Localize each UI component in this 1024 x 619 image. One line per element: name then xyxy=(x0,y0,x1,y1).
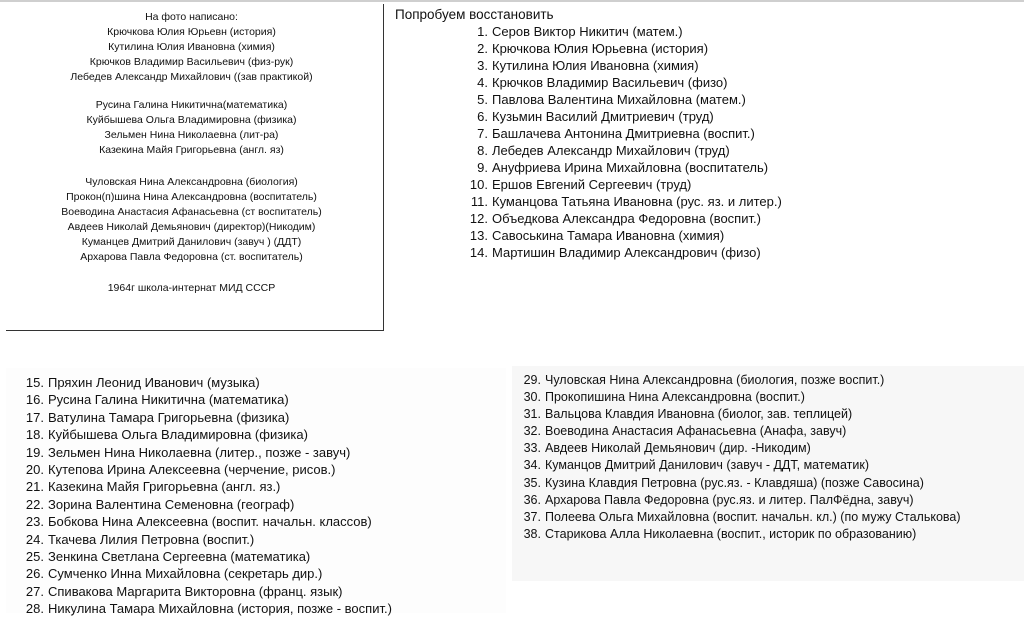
list-item xyxy=(12,478,392,495)
caption-line: Лебедев Александр Михайлович ((зав практикой) xyxy=(70,71,313,83)
list-item-number: 19. xyxy=(25,444,44,460)
list-item-number: 10. xyxy=(469,177,488,192)
list-item-text: Спивакова Маргарита Викторовна (франц. язык) xyxy=(48,583,343,599)
list-item-number: 9. xyxy=(477,160,488,175)
list-item-number: 3. xyxy=(477,58,488,73)
list-item xyxy=(505,457,961,474)
list-item xyxy=(12,600,392,617)
list-item-number: 33. xyxy=(523,441,541,456)
list-item-number: 32. xyxy=(523,424,541,439)
list-item-number: 11. xyxy=(470,194,488,209)
list-item-number: 30. xyxy=(523,390,541,405)
list-item-text: Чуловская Нина Александровна (биология, позже воспит.) xyxy=(545,373,885,387)
photo-caption-group-3 xyxy=(0,175,383,265)
list-item-text: Кузина Клавдия Петровна (рус.яз. - Клавдяша) (позже Савосина) xyxy=(545,475,924,490)
list-item xyxy=(460,40,782,57)
caption-line: Прокон(п)шина Нина Александровна (воспитатель) xyxy=(66,191,317,203)
list-item-number: 14. xyxy=(469,245,488,260)
list-item-number: 18. xyxy=(25,427,44,443)
list-item xyxy=(460,176,782,193)
list-item-text: Зенкина Светлана Сергеевна (математика) xyxy=(48,549,311,565)
list-item-text: Полеева Ольга Михайловна (воспит. начальн. кл.) (по мужу Сталькова) xyxy=(545,509,961,524)
list-item-text: Ткачева Лилия Петровна (воспит.) xyxy=(48,531,255,547)
list-item-number: 36. xyxy=(523,492,541,507)
photo-caption-group-2 xyxy=(0,98,383,158)
list-item xyxy=(12,391,392,408)
list-item xyxy=(460,244,782,261)
list-item-number: 26. xyxy=(25,566,44,582)
list-item xyxy=(505,440,961,457)
list-item xyxy=(505,372,961,389)
list-item-text: Авдеев Николай Демьянович (дир. -Никодим) xyxy=(545,441,811,456)
list-item-number: 2. xyxy=(477,41,488,56)
list-item xyxy=(460,227,782,244)
list-item-number: 27. xyxy=(25,583,44,599)
list-item-number: 12. xyxy=(469,211,488,226)
list-item-text: Павлова Валентина Михайловна (матем.) xyxy=(492,92,746,107)
list-item-number: 13. xyxy=(469,228,488,243)
caption-line: На фото написано: xyxy=(145,11,238,23)
list-item-text: Куманцова Татьяна Ивановна (рус. яз. и литер.) xyxy=(492,194,782,209)
caption-line: Казекина Майя Григорьевна (англ. яз) xyxy=(99,144,284,156)
list-item xyxy=(460,159,782,176)
list-item xyxy=(460,142,782,159)
caption-line: Зельмен Нина Николаевна (лит-ра) xyxy=(104,129,279,141)
list-item-number: 38. xyxy=(523,526,541,541)
list-item xyxy=(460,74,782,91)
caption-line: Авдеев Николай Демьянович (директор)(Никодим) xyxy=(67,221,316,233)
list-item-text: Казекина Майя Григорьевна (англ. яз.) xyxy=(48,479,281,495)
list-item xyxy=(12,374,392,391)
list-item-text: Вальцова Клавдия Ивановна (биолог, зав. теплицей) xyxy=(545,407,853,422)
list-item-text: Кутепова Ирина Алексеевна (черчение, рисов.) xyxy=(48,462,336,478)
list-item-text: Прокопишина Нина Александровна (воспит.) xyxy=(545,390,805,405)
list-item xyxy=(12,583,392,600)
list-item xyxy=(460,108,782,125)
caption-line: Куйбышева Ольга Владимировна (физика) xyxy=(86,114,297,126)
restore-list-right xyxy=(505,372,961,543)
list-item xyxy=(12,426,392,443)
list-item-text: Крючков Владимир Васильевич (физо) xyxy=(492,75,728,90)
list-item-number: 7. xyxy=(477,126,488,141)
list-item-text: Зорина Валентина Семеновна (географ) xyxy=(48,496,295,512)
list-item xyxy=(12,444,392,461)
list-item xyxy=(460,91,782,108)
list-item-text: Ватулина Тамара Григорьевна (физика) xyxy=(48,409,290,425)
list-item-number: 25. xyxy=(25,549,44,565)
list-item-text: Крючкова Юлия Юрьевна (история) xyxy=(492,41,709,56)
list-item xyxy=(505,509,961,526)
list-item-number: 17. xyxy=(25,409,44,425)
list-item-text: Бобкова Нина Алексеевна (воспит. начальн. классов) xyxy=(48,514,372,530)
list-item xyxy=(460,193,782,210)
list-item-number: 4. xyxy=(477,75,488,90)
list-item-text: Серов Виктор Никитич (матем.) xyxy=(492,24,683,39)
photo-caption-footer: 1964г школа-интернат МИД СССР xyxy=(107,282,276,294)
list-item-number: 20. xyxy=(25,462,44,478)
list-item xyxy=(12,531,392,548)
list-item xyxy=(505,526,961,543)
list-item-number: 1. xyxy=(477,24,488,39)
caption-line: Куманцев Дмитрий Данилович (завуч ) (ДДТ) xyxy=(81,236,302,248)
list-item-text: Архарова Павла Федоровна (рус.яз. и литер. ПалФёдна, завуч) xyxy=(545,492,914,507)
list-item-text: Воеводина Анастасия Афанасьевна (Анафа, завуч) xyxy=(545,424,847,439)
top-border-line xyxy=(0,0,1024,2)
list-item xyxy=(12,409,392,426)
caption-line: Русина Галина Никитична(математика) xyxy=(95,99,288,111)
list-item-text: Башлачева Антонина Дмитриевна (воспит.) xyxy=(492,126,755,141)
list-item-number: 24. xyxy=(25,531,44,547)
list-item xyxy=(460,23,782,40)
list-item-number: 6. xyxy=(477,109,488,124)
list-item-text: Никулина Тамара Михайловна (история, позже - воспит.) xyxy=(48,601,392,617)
caption-line: Чуловская Нина Александровна (биология) xyxy=(85,176,298,188)
list-item-number: 5. xyxy=(477,92,488,107)
list-item-text: Куманцов Дмитрий Данилович (завуч - ДДТ, математик) xyxy=(545,458,870,473)
list-item-number: 34. xyxy=(523,458,541,473)
list-item-number: 35. xyxy=(523,475,541,490)
photo-caption-group-1 xyxy=(0,10,383,85)
list-item xyxy=(460,210,782,227)
list-item-number: 31. xyxy=(523,407,541,422)
list-item xyxy=(505,423,961,440)
list-item-text: Русина Галина Никитична (математика) xyxy=(48,392,289,408)
list-item-text: Объедкова Александра Федоровна (воспит.) xyxy=(492,211,761,226)
list-item xyxy=(505,475,961,492)
list-item xyxy=(12,461,392,478)
list-item xyxy=(12,548,392,565)
caption-line: Кутилина Юлия Ивановна (химия) xyxy=(108,41,275,53)
list-item xyxy=(460,125,782,142)
caption-line: Крючкова Юлия Юрьевн (история) xyxy=(107,26,276,38)
list-item-text: Ершов Евгений Сергеевич (труд) xyxy=(492,177,692,192)
list-item-text: Зельмен Нина Николаевна (литер., позже - завуч) xyxy=(48,444,351,460)
list-item-text: Лебедев Александр Михайлович (труд) xyxy=(492,143,730,158)
caption-line: Архарова Павла Федоровна (ст. воспитатель) xyxy=(80,251,303,263)
restore-list-top xyxy=(460,23,782,261)
list-item-text: Сумченко Инна Михайловна (секретарь дир.) xyxy=(48,566,323,582)
restore-list-left xyxy=(12,374,392,618)
list-item xyxy=(12,513,392,530)
list-item-text: Пряхин Леонид Иванович (музыка) xyxy=(48,375,260,390)
list-item-text: Савоськина Тамара Ивановна (химия) xyxy=(492,228,725,243)
list-item xyxy=(12,496,392,513)
list-item-number: 16. xyxy=(25,392,44,408)
list-item-text: Кузьмин Василий Дмитриевич (труд) xyxy=(492,109,714,124)
list-item xyxy=(505,492,961,509)
list-item-number: 15. xyxy=(25,375,44,390)
list-item-text: Куйбышева Ольга Владимировна (физика) xyxy=(48,427,308,443)
list-item-number: 8. xyxy=(477,143,488,158)
list-item-number: 37. xyxy=(523,509,541,524)
list-item-text: Старикова Алла Николаевна (воспит., историк по образованию) xyxy=(545,526,917,541)
list-item xyxy=(12,565,392,582)
caption-line: Крючков Владимир Васильевич (физ-рук) xyxy=(89,56,294,68)
list-item xyxy=(460,57,782,74)
list-item-number: 28. xyxy=(25,601,44,617)
list-item-text: Кутилина Юлия Ивановна (химия) xyxy=(492,58,699,73)
list-item-text: Мартишин Владимир Александрович (физо) xyxy=(492,245,761,260)
list-item-number: 23. xyxy=(25,514,44,530)
caption-line: Воеводина Анастасия Афанасьевна (ст воспитатель) xyxy=(61,206,322,218)
list-item xyxy=(505,406,961,423)
list-item xyxy=(505,389,961,406)
restore-heading: Попробуем восстановить xyxy=(395,7,554,22)
list-item-number: 21. xyxy=(25,479,44,495)
list-item-text: Ануфриева Ирина Михайловна (воспитатель) xyxy=(492,160,769,175)
list-item-number: 22. xyxy=(25,496,44,512)
list-item-number: 29. xyxy=(523,373,541,387)
